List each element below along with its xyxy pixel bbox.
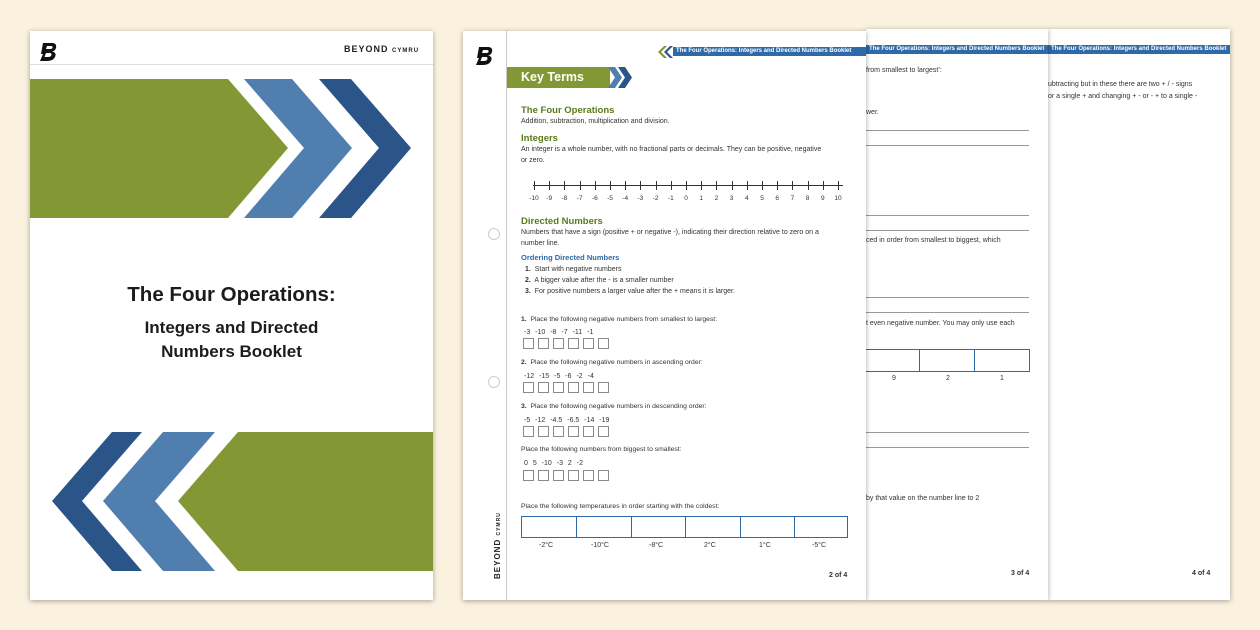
answer-box[interactable] <box>568 470 579 481</box>
answer-box[interactable] <box>583 338 594 349</box>
table-value: 2 <box>946 375 950 382</box>
table-value: 1 <box>1000 375 1004 382</box>
answer-line <box>866 432 1029 433</box>
cover-title: The Four Operations: <box>127 283 336 306</box>
answer-box[interactable] <box>598 470 609 481</box>
cover-subtitle: Numbers Booklet <box>161 342 302 361</box>
page-number: 3 of 4 <box>1011 570 1030 577</box>
section-text: number line. <box>521 240 560 247</box>
question-text: Place the following temperatures in order starting with the coldest: <box>521 503 720 510</box>
answer-box-area <box>463 31 866 491</box>
brand-wordmark: BEYOND CYMRU <box>493 512 502 579</box>
question-values: -5 -12 -4.5 -6.5 -14 -19 <box>524 417 610 424</box>
page-3-text-line: ced in order from smallest to biggest, which <box>866 237 1001 244</box>
number-line-label: -10 <box>529 195 539 202</box>
page-3-text-line: t even negative number. You may only use each <box>866 320 1015 327</box>
section-text: Numbers that have a sign (positive + or negative -), indicating their direction relative to zero on a <box>521 229 819 236</box>
beyond-logo-icon <box>39 41 59 63</box>
temperature-table[interactable] <box>521 516 848 538</box>
answer-box[interactable] <box>523 338 534 349</box>
answer-box[interactable] <box>598 382 609 393</box>
page-4-text-line: ubtracting but in these there are two + / - signs <box>1048 81 1193 88</box>
answer-line <box>866 230 1029 231</box>
question-text: 2. Place the following negative numbers in ascending order: <box>521 359 703 366</box>
answer-box[interactable] <box>568 382 579 393</box>
key-terms-title: Key Terms <box>521 70 584 84</box>
temperature-label: 1°C <box>759 542 771 549</box>
number-line-label: 10 <box>834 195 842 202</box>
section-text: An integer is a whole number, with no fractional parts or decimals. They can be positive, negative <box>521 146 822 153</box>
answer-box[interactable] <box>538 470 549 481</box>
section-heading: Directed Numbers <box>521 216 603 227</box>
page-3-text-line: by that value on the number line to 2 <box>866 495 980 502</box>
number-line-label: -5 <box>607 195 613 202</box>
answer-box[interactable] <box>523 382 534 393</box>
number-line-label: -1 <box>667 195 674 202</box>
answer-box[interactable] <box>598 426 609 437</box>
page-header-bar: The Four Operations: Integers and Directed Numbers Booklet <box>866 45 1048 54</box>
page-3-text-line: from smallest to largest': <box>866 67 942 74</box>
answer-box[interactable] <box>538 426 549 437</box>
number-line-label: 2 <box>714 195 719 202</box>
question-text: 1. Place the following negative numbers from smallest to largest: <box>521 316 718 323</box>
section-heading: The Four Operations <box>521 105 615 116</box>
answer-box[interactable] <box>553 338 564 349</box>
answer-line <box>866 447 1029 448</box>
temperature-label: 2°C <box>704 542 716 549</box>
rule-item: 1. Start with negative numbers <box>525 266 622 273</box>
answer-line <box>866 145 1029 146</box>
number-line-label: 7 <box>790 195 795 202</box>
number-line-label: -4 <box>622 195 629 202</box>
number-line-label: 5 <box>760 195 764 202</box>
page-3-text-line: wer. <box>866 109 879 116</box>
cover-subtitle: Integers and Directed <box>144 318 319 337</box>
number-line-label: -2 <box>652 195 659 202</box>
answer-box[interactable] <box>598 338 609 349</box>
booklet-cover <box>30 31 433 600</box>
question-values: -3 -10 -8 -7 -11 -1 <box>524 329 594 336</box>
temperature-label: -8°C <box>649 542 664 549</box>
number-line-label: -6 <box>591 195 598 202</box>
answer-box[interactable] <box>553 426 564 437</box>
question-values: 0 5 -10 -3 2 -2 <box>524 460 583 467</box>
answer-box[interactable] <box>553 382 564 393</box>
answer-box[interactable] <box>583 426 594 437</box>
answer-line <box>866 130 1029 131</box>
page-header-bar: The Four Operations: Integers and Directed Numbers Booklet <box>1048 45 1230 54</box>
question-values: -12 -15 -5 -6 -2 -4 <box>524 373 594 380</box>
temperature-label: -5°C <box>812 542 827 549</box>
answer-line <box>866 215 1029 216</box>
number-line-label: 9 <box>820 195 825 202</box>
number-line-label: 4 <box>744 195 749 202</box>
question-text: Place the following numbers from biggest to smallest: <box>521 446 682 453</box>
number-line-label: 1 <box>699 195 703 202</box>
number-line-label: -7 <box>576 195 583 202</box>
section-heading: Integers <box>521 133 558 144</box>
rule-item: 2. A bigger value after the - is a smaller number <box>525 277 674 284</box>
answer-box[interactable] <box>538 338 549 349</box>
page-4-text-line: or a single + and changing + - or - + to a single - <box>1048 93 1198 100</box>
number-line-label: 0 <box>684 195 688 202</box>
page-number: 4 of 4 <box>1192 570 1211 577</box>
temperature-label: -2°C <box>539 542 554 549</box>
brand-wordmark: BEYOND CYMRU <box>344 44 420 54</box>
top-chevron-graphic <box>30 79 433 219</box>
number-line-label: 8 <box>805 195 810 202</box>
header-divider <box>30 64 433 65</box>
booklet-page-3 <box>866 29 1048 600</box>
number-line-label: -9 <box>546 195 553 202</box>
rule-item: 3. For positive numbers a larger value after the + means it is larger. <box>525 288 735 295</box>
booklet-page-4 <box>1048 29 1230 600</box>
number-table <box>866 349 1030 372</box>
question-text: 3. Place the following negative numbers in descending order: <box>521 403 707 410</box>
number-line-label: 3 <box>729 195 734 202</box>
answer-box[interactable] <box>538 382 549 393</box>
number-line-label: -8 <box>561 195 568 202</box>
answer-box[interactable] <box>553 470 564 481</box>
section-text: Addition, subtraction, multiplication and division. <box>521 118 670 125</box>
answer-line <box>866 312 1029 313</box>
subsection-heading: Ordering Directed Numbers <box>521 253 620 262</box>
number-line-label: 6 <box>775 195 779 202</box>
number-line-label: -3 <box>637 195 644 202</box>
answer-box[interactable] <box>523 426 534 437</box>
answer-box[interactable] <box>583 470 594 481</box>
bottom-chevron-graphic <box>30 432 433 571</box>
page-number: 2 of 4 <box>829 572 848 579</box>
booklet-page-2 <box>463 31 866 600</box>
answer-box[interactable] <box>568 338 579 349</box>
answer-box[interactable] <box>568 426 579 437</box>
table-value: 9 <box>892 375 896 382</box>
answer-box[interactable] <box>583 382 594 393</box>
section-text: or zero. <box>521 157 545 164</box>
page-header-bar: The Four Operations: Integers and Directed Numbers Booklet <box>673 47 866 56</box>
answer-box[interactable] <box>523 470 534 481</box>
temperature-label: -10°C <box>591 542 609 549</box>
answer-line <box>866 297 1029 298</box>
